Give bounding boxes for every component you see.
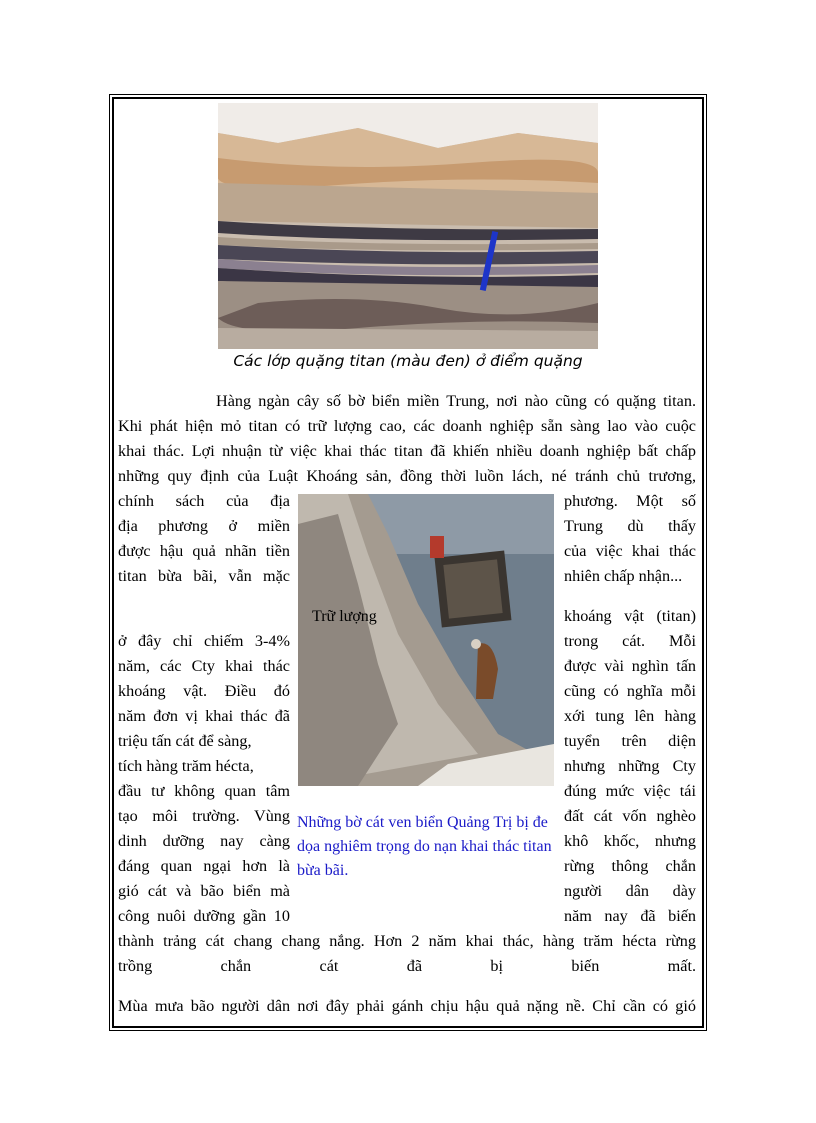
- wrap-right-line: đất cát vốn nghèo: [564, 807, 696, 825]
- paragraph-line: trồng chắn cát đã bị biến mất.: [118, 957, 696, 975]
- wrap-right-line: rừng thông chắn: [564, 857, 696, 875]
- wrap-left-line: ở đây chỉ chiếm 3-4%: [118, 632, 290, 650]
- wrap-left-line: địa phương ở miền: [118, 517, 290, 535]
- wrap-left-line: đáng quan ngại hơn là: [118, 857, 290, 875]
- figure2-overlay-text: Trữ lượng: [312, 608, 377, 625]
- wrap-right-line: năm nay đã biến: [564, 907, 696, 925]
- figure1-caption: Các lớp quặng titan (màu đen) ở điểm quặng: [233, 352, 583, 370]
- paragraph-line: thành trảng cát chang chang nắng. Hơn 2 năm khai thác, hàng trăm hécta rừng: [118, 932, 696, 950]
- paragraph-line: Hàng ngàn cây số bờ biển miền Trung, nơi nào cũng có quặng titan.: [216, 392, 696, 410]
- wrap-left-line: triệu tấn cát để sàng,: [118, 732, 252, 750]
- wrap-right-line: người dân dày: [564, 882, 696, 900]
- paragraph-line: những quy định của Luật Khoáng sản, đồng thời luồn lách, né tránh chủ trương,: [118, 467, 696, 485]
- wrap-left-line: dinh dưỡng nay càng: [118, 832, 290, 850]
- wrap-left-line: năm đơn vị khai thác đã: [118, 707, 290, 725]
- paragraph-line: Khi phát hiện mỏ titan có trữ lượng cao, các doanh nghiệp sẵn sàng lao vào cuộc: [118, 417, 696, 435]
- wrap-right-line: tuyển trên diện: [564, 732, 696, 750]
- wrap-right-line: nhưng những Cty: [564, 757, 696, 775]
- wrap-left-line: titan bừa bãi, vẫn mặc: [118, 567, 290, 585]
- wrap-right-line: khô khốc, nhưng: [564, 832, 696, 850]
- wrap-left-line: chính sách của địa: [118, 492, 290, 510]
- wrap-left-line: đầu tư không quan tâm: [118, 782, 290, 800]
- wrap-right-line: của việc khai thác: [564, 542, 696, 560]
- wrap-left-line: được hậu quả nhãn tiền: [118, 542, 290, 560]
- sand-mining-photo: [298, 494, 554, 786]
- paragraph-line: Mùa mưa bão người dân nơi đây phải gánh chịu hậu quả nặng nề. Chỉ cần có gió: [118, 997, 696, 1015]
- wrap-right-line: được vài nghìn tấn: [564, 657, 696, 675]
- wrap-left-line: khoáng vật. Điều đó: [118, 682, 290, 700]
- wrap-right-line: cũng có nghĩa mỗi: [564, 682, 696, 700]
- wrap-left-line: tích hàng trăm hécta,: [118, 757, 254, 775]
- wrap-right-line: phương. Một số: [564, 492, 696, 510]
- wrap-right-line: trong cát. Mỗi: [564, 632, 696, 650]
- wrap-right-line: đúng mức việc tái: [564, 782, 696, 800]
- paragraph-line: khai thác. Lợi nhuận từ việc khai thác titan đã khiến nhiều doanh nghiệp bất chấp: [118, 442, 696, 460]
- wrap-right-line: nhiên chấp nhận...: [564, 567, 683, 585]
- wrap-right-line: xới tung lên hàng: [564, 707, 696, 725]
- figure2-caption: Những bờ cát ven biển Quảng Trị bị đe dọa nghiêm trọng do nạn khai thác titan bừa bãi.: [297, 814, 552, 879]
- wrap-left-line: gió cát và bão biển mà: [118, 882, 290, 900]
- wrap-left-line: năm, các Cty khai thác: [118, 657, 290, 675]
- wrap-right-line: Trung dù thấy: [564, 517, 696, 535]
- wrap-right-line: khoáng vật (titan): [564, 607, 696, 625]
- rock-strata-photo: [218, 103, 598, 349]
- wrap-left-line: tạo môi trường. Vùng: [118, 807, 290, 825]
- wrap-left-line: công nuôi dưỡng gần 10: [118, 907, 290, 925]
